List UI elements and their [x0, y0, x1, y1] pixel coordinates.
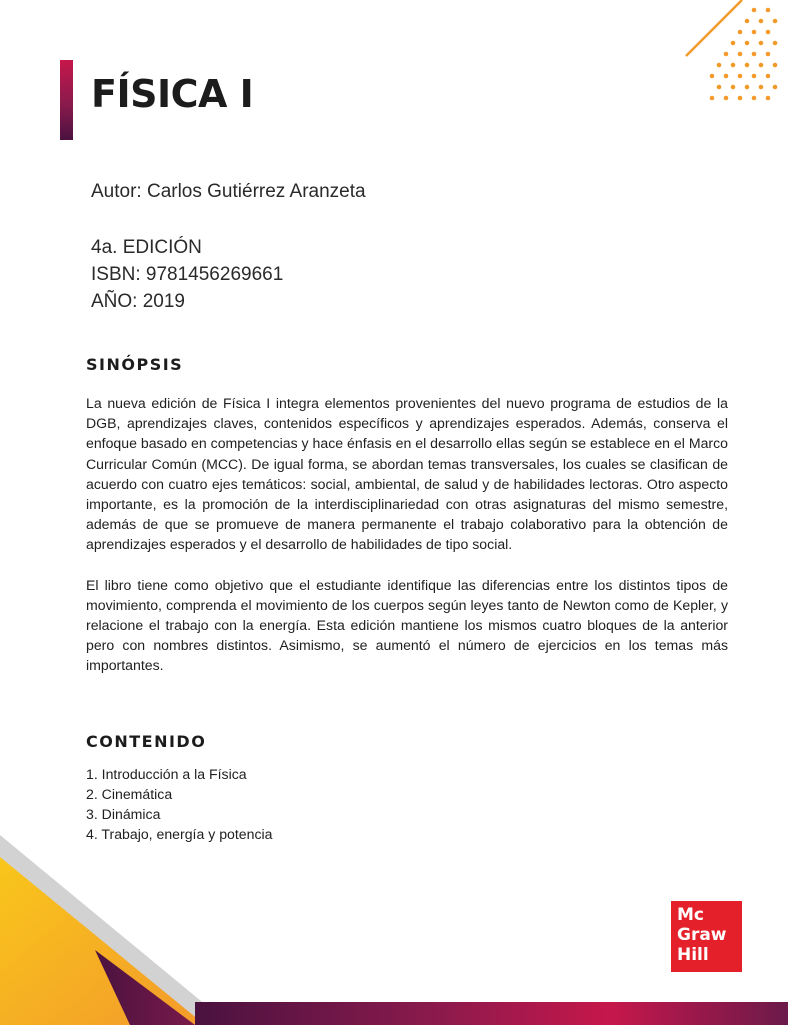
dot [752, 8, 757, 13]
dot [773, 19, 778, 24]
dot [773, 85, 778, 90]
contents-item: 3. Dinámica [86, 806, 161, 822]
author: Autor: Carlos Gutiérrez Aranzeta [91, 181, 366, 202]
contents-heading: CONTENIDO [86, 732, 207, 751]
dot [738, 52, 743, 57]
bottom-gradient-band [195, 1002, 788, 1025]
dot [731, 85, 736, 90]
mcgraw-hill-logo: Mc Graw Hill [671, 901, 742, 972]
dot [738, 96, 743, 101]
dot [766, 30, 771, 35]
dot [773, 63, 778, 68]
year: AÑO: 2019 [91, 291, 185, 312]
contents-item: 1. Introducción a la Física [86, 766, 247, 782]
dot [724, 74, 729, 79]
synopsis-heading: SINÓPSIS [86, 355, 184, 374]
edition: 4a. EDICIÓN [91, 237, 202, 258]
dot-pattern-decoration [678, 0, 788, 115]
dot [745, 19, 750, 24]
dot [759, 41, 764, 46]
synopsis-paragraph-1: La nueva edición de Física I integra elementos provenientes del nuevo programa de estudios de la DGB, aprendizajes claves, contenidos específicos y aprendizajes esperados. Además, conserva el enfoque basado en competencias y hace énfasis en el desarrollo ellas según se establece en el Marco Curricular Común (MCC). De igual forma, se abordan temas transversales, los cuales se clasifican de acuerdo con cuatro ejes temáticos: social, ambiental, de salud y de habilidades lectoras. Otro aspecto importante, es la promoción de la interdisciplinariedad con otras asignaturas del mismo semestre, además de que se promueve de manera permanente el trabajo colaborativo para la obtención de aprendizajes esperados y el desarrollo de habilidades de tipo social. [86, 395, 728, 553]
dot [752, 52, 757, 57]
dot [766, 8, 771, 13]
contents-item: 4. Trabajo, energía y potencia [86, 826, 273, 842]
dot [766, 52, 771, 57]
dot [752, 30, 757, 35]
dot [731, 41, 736, 46]
isbn: ISBN: 9781456269661 [91, 264, 284, 285]
dot [759, 63, 764, 68]
dot [759, 85, 764, 90]
dot [731, 63, 736, 68]
diagonal-line [686, 0, 742, 56]
contents-list [86, 764, 272, 844]
synopsis-body [86, 393, 728, 696]
dot [717, 85, 722, 90]
dot [738, 74, 743, 79]
dot [766, 96, 771, 101]
dot [766, 74, 771, 79]
synopsis-paragraph-2: El libro tiene como objetivo que el estudiante identifique las diferencias entre los distintos tipos de movimiento, comprenda el movimiento de los cuerpos según leyes tanto de Newton como de Kepler, y relacione el trabajo con la energía. Esta edición mantiene los mismos cuatro bloques de la anterior pero con nombres distintos. Asimismo, se aumentó el número de ejercicios en los temas más importantes. [86, 576, 728, 674]
contents-item: 2. Cinemática [86, 786, 173, 802]
dot [717, 63, 722, 68]
title-accent-bar [60, 60, 73, 140]
page-title: FÍSICA I [91, 72, 254, 116]
dot [724, 96, 729, 101]
dot [745, 63, 750, 68]
dot [752, 74, 757, 79]
dot [738, 30, 743, 35]
dot [752, 96, 757, 101]
book-meta [91, 234, 283, 315]
dot [710, 74, 715, 79]
dot [724, 52, 729, 57]
dot [710, 96, 715, 101]
dot [773, 41, 778, 46]
dot [759, 19, 764, 24]
dot [745, 41, 750, 46]
corner-decoration [0, 835, 240, 1025]
dot [745, 85, 750, 90]
